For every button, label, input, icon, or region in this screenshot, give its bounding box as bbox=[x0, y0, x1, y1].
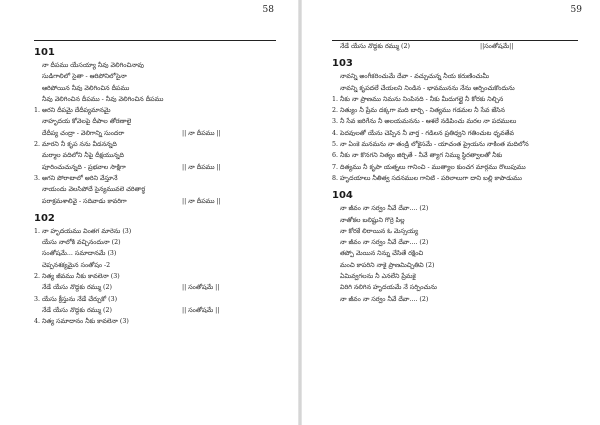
lyric-text: నాతోకల బలిష్టుని గొర్రె పిల్ల bbox=[340, 216, 405, 224]
right-page bbox=[308, 0, 596, 425]
lyric-line bbox=[332, 248, 578, 259]
lyric-text: 2. నిత్యుం నీ ప్రేమ దక్కగా మది బార్చి - నిత్యము గడమల నీ సేవ జేసిన bbox=[332, 107, 505, 115]
lyric-text: 1. నీకు నా ప్రాణము నిమను నింపినది - నీకు మీదుగల్లై నీ కోరకు నిల్చిన bbox=[332, 95, 504, 103]
lyric-text: 6. నీకు నా కొనగని నిత్యం జిర్చితే - నీవే త్యాగ నిమ్ము స్థిరత్వాలతో నీకు bbox=[332, 152, 503, 160]
lyric-line bbox=[34, 128, 276, 139]
lyric-line bbox=[332, 41, 578, 52]
lyric-text: నా దీపము యేసయ్యా నీవు వెలిగించినావు bbox=[42, 62, 144, 69]
lyric-text: సుడిగాలిలో సైతా - ఆరిపోనిలోసైనా bbox=[42, 73, 127, 81]
lyric-line bbox=[34, 184, 276, 195]
lyric-text: నేడే యేసు నొద్దకు రమ్ము (2) bbox=[42, 284, 112, 292]
lyric-text: సంతోషమే... సమాదానమే (3) bbox=[42, 250, 117, 258]
lyric-text: నావన్ని కృపదలే చేయలని నిండిన - భావమునను నేను అర్పించుకొందును bbox=[340, 84, 515, 92]
lyric-text: పరాక్రమశాలివై - సదివాడు కావరిగా bbox=[42, 197, 127, 205]
lyric-line bbox=[34, 94, 276, 105]
lyric-line bbox=[332, 203, 578, 214]
page-number: 59 bbox=[570, 5, 582, 15]
lyric-line bbox=[332, 294, 578, 305]
lyric-line bbox=[332, 215, 578, 226]
lyric-text: నేడే యేసు నొద్దకు రమ్ము (2) bbox=[340, 43, 410, 50]
lyric-line bbox=[332, 83, 578, 94]
lyric-text: 3. నీ సేవ జరిగేను నీ అలయమనను - ఆశలే నడిపించు మరల నా పదములు bbox=[332, 118, 517, 126]
lyric-text: 3. అగని పోరాటాలో అరిని వేస్తూనే bbox=[34, 174, 118, 182]
song-lines bbox=[34, 226, 276, 328]
lyric-text: 4. నిత్య సమాదానం నీకు కావలెనా (3) bbox=[34, 318, 129, 326]
lyric-text: మంచి కాపరిని నాకై ప్రాణమిచ్చితివి (2) bbox=[340, 261, 435, 269]
lyric-line bbox=[34, 294, 276, 305]
lyric-text: నా జీవం నా సర్వం నీవే దేవా.... (2) bbox=[340, 295, 429, 303]
lyric-text: నేడే యేసు నొద్దకు రమ్ము (2) bbox=[42, 306, 112, 314]
lyric-line bbox=[34, 271, 276, 282]
lyric-line bbox=[34, 139, 276, 150]
lyric-line bbox=[34, 248, 276, 259]
lyric-text: విరిగి నలిగిన హృదయమే నే సర్పించును bbox=[340, 284, 437, 292]
lyric-line bbox=[34, 305, 276, 316]
song-number: 101 bbox=[34, 47, 55, 58]
lyric-text: 4. పెదవులతో యేను చెప్పిన నీ వార్త - గడిలన ప్రతిధ్వని గతించుట ధృవతేవ bbox=[332, 129, 514, 137]
lyric-text: పూరించుచున్నది - ప్రభవాల సాక్షిగా bbox=[42, 163, 126, 171]
lyric-line bbox=[34, 196, 276, 207]
song-lines bbox=[332, 203, 578, 305]
left-page bbox=[4, 0, 292, 425]
lyric-line bbox=[34, 60, 276, 71]
lyric-text: 1. అరని దీపమై దేదీప్యమానమై bbox=[34, 107, 111, 115]
lyric-text: 7. దిత్యము నీ కృపా యత్నలు గానించి - ముత్యాల కుంచగ మార్గము రొలుపుము bbox=[332, 163, 526, 171]
refrain-marker: || నా దీపము || bbox=[182, 163, 221, 171]
lyric-text: 5. నా ఏంకె మనమను నా తండ్రి లోకైసమే - యాచంత ప్రైయను నాకింత మదిలోన bbox=[332, 141, 529, 149]
lyric-line bbox=[34, 116, 276, 127]
lyric-line bbox=[332, 162, 578, 173]
lyric-text: 8. హృదయాలు నీతిత్వ సదనముల గానిటి - పరిలాలుగా దాని బల్లి కాపాడుము bbox=[332, 174, 522, 182]
page-number: 58 bbox=[262, 5, 274, 15]
lyric-line bbox=[332, 94, 578, 105]
lyric-text: నాయందు వెలసిపోదే సైన్యమువలె చరితార్థ bbox=[42, 186, 146, 194]
lyric-text: నా జీవం నా సర్వం నీవే దేవా.... (2) bbox=[340, 239, 429, 247]
lyric-line bbox=[332, 173, 578, 184]
lyric-line bbox=[332, 71, 578, 82]
lyric-text: 2. మారని నీ కృప నను వీడనన్నది bbox=[34, 141, 117, 149]
lyric-text: 2. నిత్య జీవము నీకు కావలెనా (3) bbox=[34, 273, 120, 281]
lyric-line bbox=[332, 150, 578, 161]
refrain-marker: || నా దీపము || bbox=[182, 197, 221, 205]
song-lines bbox=[332, 71, 578, 184]
lyric-line bbox=[34, 260, 276, 271]
lyric-text: నావన్ని అంగీకరించుమే దేవా - వచ్చుచున్న నీయ కరుణించుమీ bbox=[340, 73, 490, 81]
lyric-line bbox=[332, 128, 578, 139]
lyric-text: యేసు నాలోకి వచ్చినందునా (2) bbox=[42, 239, 121, 247]
refrain-marker: || నా దీపము || bbox=[182, 129, 221, 137]
lyric-text: ఏమివ్వగలను నీ ఎనలేని ప్రేమకై bbox=[340, 273, 416, 281]
lyric-line bbox=[34, 237, 276, 248]
left-page-content bbox=[34, 40, 276, 328]
lyric-line bbox=[332, 237, 578, 248]
right-page-content bbox=[332, 40, 578, 305]
lyric-line bbox=[332, 282, 578, 293]
lyric-text: చెప్పనశక్యమైన సంతోషం -2 bbox=[42, 261, 111, 269]
song-number: 102 bbox=[34, 212, 55, 224]
song-number: 103 bbox=[332, 58, 353, 70]
lyric-line bbox=[34, 162, 276, 173]
book-spine bbox=[298, 0, 302, 425]
lyric-text: దేదీప్య చంద్రా - వెలిగాన్ని సుందరా bbox=[42, 129, 125, 137]
lyric-text: నా జీవం నా సర్వం నీవే దేవా.... (2) bbox=[340, 205, 429, 213]
song-number: 104 bbox=[332, 190, 353, 202]
lyric-text: నాహృదయ కోవెలపై దీపాల తోరణాలై bbox=[42, 118, 132, 126]
lyric-line bbox=[332, 116, 578, 127]
refrain-marker: || సంతోషమే || bbox=[182, 306, 220, 314]
song-lines bbox=[34, 60, 276, 207]
refrain-marker: || సంతోషమే || bbox=[182, 284, 220, 292]
lyric-line bbox=[34, 226, 276, 237]
lyric-text: 3. యేసు క్రీస్తును నేడే చేర్చుకో (3) bbox=[34, 295, 118, 303]
lyric-line bbox=[34, 150, 276, 161]
lyric-line bbox=[332, 260, 578, 271]
lyric-line bbox=[332, 139, 578, 150]
lyric-line bbox=[34, 173, 276, 184]
lyric-line bbox=[34, 71, 276, 82]
lyric-text: నా కోరకే లిరాయిన ఓ మెస్సయ్య bbox=[340, 227, 419, 235]
continued-lines bbox=[332, 41, 578, 52]
lyric-text: మర్మాల వదిలోని నీపై దీక్షయున్నది bbox=[42, 152, 124, 160]
lyric-text: తప్పో మెయిన నిన్ను చేసితే రక్షించి bbox=[340, 250, 424, 258]
refrain-marker: ||సంతోషమే|| bbox=[480, 43, 514, 50]
lyric-line bbox=[332, 226, 578, 237]
lyric-line bbox=[34, 83, 276, 94]
lyric-text: నీవు వెలిగించిన దీపము - నీవు వెలిగించిన దీపము bbox=[42, 95, 164, 103]
lyric-text: 1. నా హృదయము వింతగ మారెను (3) bbox=[34, 227, 132, 235]
lyric-line bbox=[34, 282, 276, 293]
lyric-line bbox=[332, 271, 578, 282]
lyric-text: ఆరిపోయిన నీవు వెలిగించిన దీపము bbox=[42, 84, 130, 92]
lyric-line bbox=[34, 316, 276, 327]
lyric-line bbox=[332, 105, 578, 116]
lyric-line bbox=[34, 105, 276, 116]
